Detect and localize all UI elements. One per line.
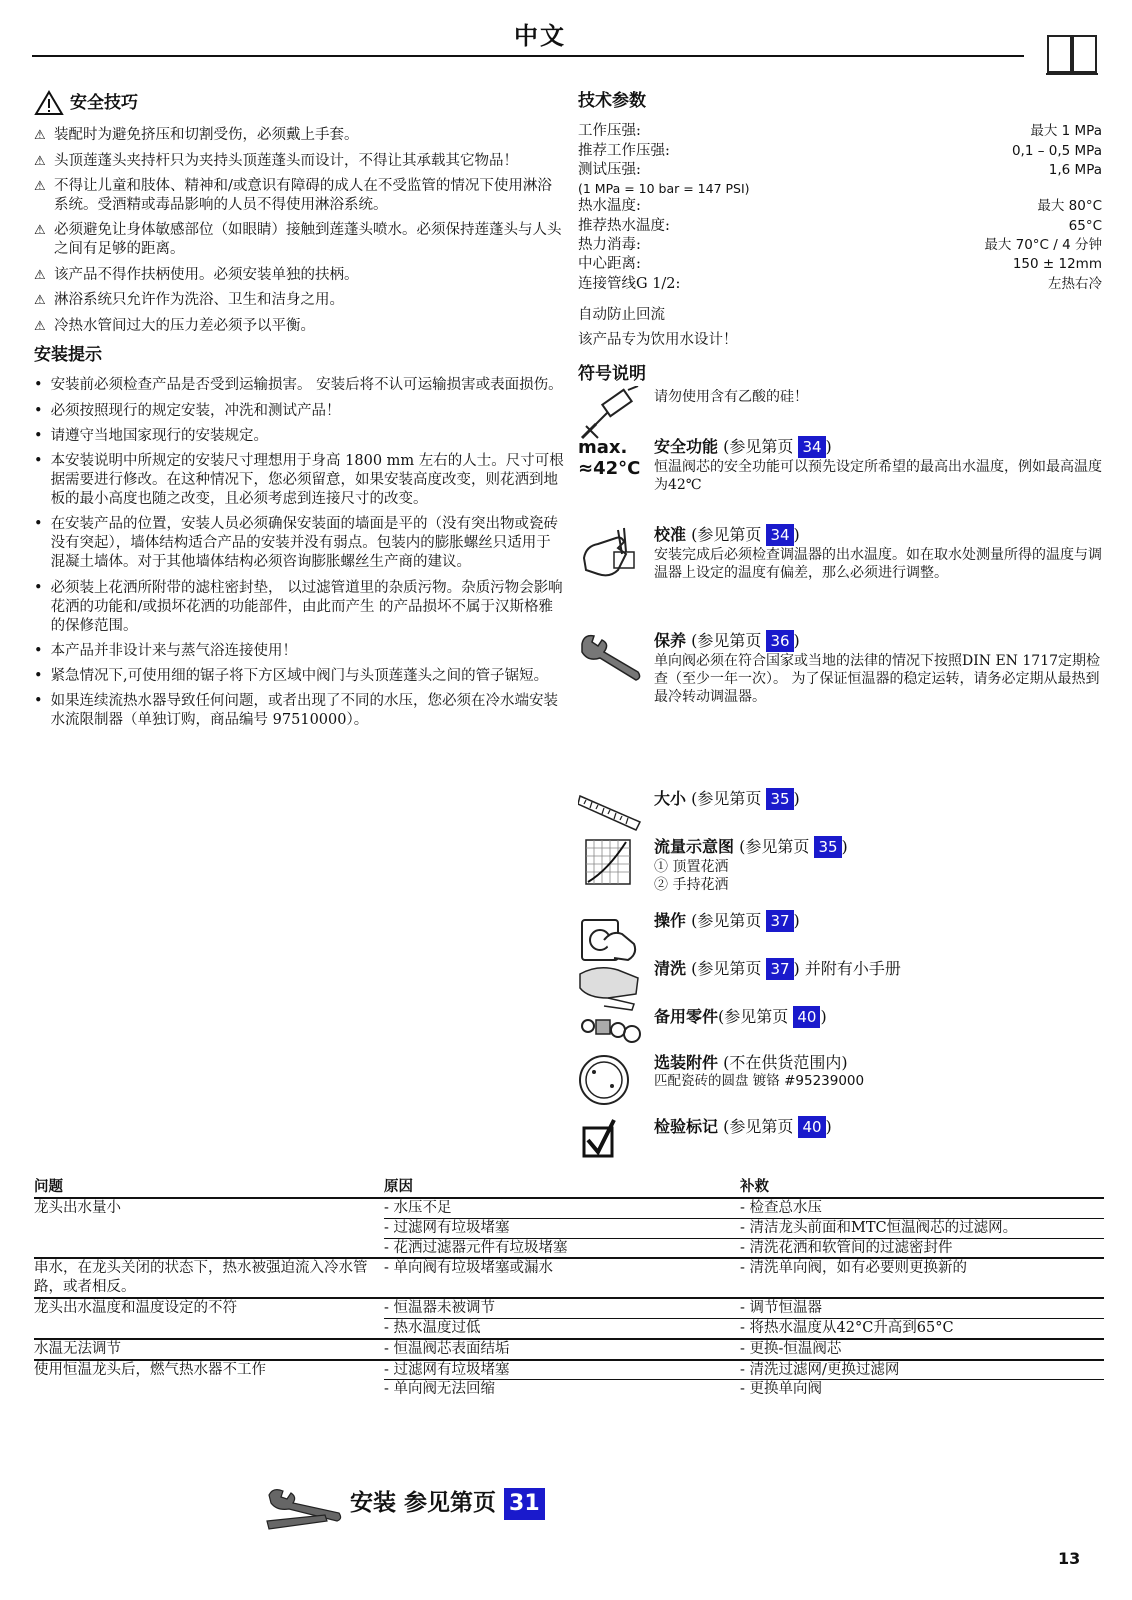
spec-table bbox=[578, 122, 1102, 180]
safety-title: 安全技巧 bbox=[34, 90, 564, 116]
safety-item: ⚠ 不得让儿童和肢体、精神和/或意识有障碍的成人在不受监管的情况下使用淋浴系统。受酒精或毒品影响的人员不得使用淋浴系统。 bbox=[34, 177, 564, 215]
warning-icon: ⚠ bbox=[34, 293, 46, 308]
install-tip-item: • 请遵守当地国家现行的安装规定。 bbox=[34, 427, 564, 446]
footer-install-ref: 安装 参见第页 31 bbox=[350, 1488, 545, 1520]
install-tip-item: • 本产品并非设计来与蒸气浴连接使用！ bbox=[34, 642, 564, 661]
bullet-icon: • bbox=[34, 402, 43, 419]
table-row: - 过滤网有垃圾堵塞 - 清洁龙头前面和MTC恒温阀芯的过滤网。 bbox=[34, 1219, 1104, 1239]
bullet-icon: • bbox=[34, 579, 43, 596]
install-tip-item: • 安装前必须检查产品是否受到运输损害。 安装后将不认可运输损害或表面损伤。 bbox=[34, 376, 564, 395]
bullet-icon: • bbox=[34, 668, 43, 685]
header-rule bbox=[32, 55, 1024, 57]
table-row: - 花洒过滤器元件有垃圾堵塞 - 清洗花洒和软管间的过滤密封件 bbox=[34, 1239, 1104, 1260]
warning-icon bbox=[34, 90, 64, 116]
symbols-title: 符号说明 bbox=[578, 363, 646, 384]
spec-row: 中心距离: 150 ± 12mm bbox=[578, 256, 1102, 273]
install-tip-item: • 如果连续流热水器导致任何问题，或者出现了不同的水压，您必须在冷水端安装水流限制器（单独订购，商品编号 97510000）。 bbox=[34, 692, 564, 730]
safety-item: ⚠ 必须避免让身体敏感部位（如眼睛）接触到莲蓬头喷水。必须保持莲蓬头与人头之间有足够的距离。 bbox=[34, 221, 564, 259]
safety-item: ⚠ 淋浴系统只允许作为洗浴、卫生和洁身之用。 bbox=[34, 291, 564, 311]
warning-icon: ⚠ bbox=[34, 223, 46, 239]
flow-diagram-icon bbox=[578, 836, 644, 896]
install-tip-item: • 必须按照现行的规定安装，冲洗和测试产品！ bbox=[34, 402, 564, 421]
tools-icon bbox=[265, 1485, 345, 1533]
drinking-water-text: 该产品专为饮用水设计！ bbox=[578, 332, 738, 349]
tech-title: 技术参数 bbox=[578, 91, 646, 111]
safety-item: ⚠ 头顶莲蓬头夹持杆只为夹持头顶莲蓬头而设计，不得让其承载其它物品！ bbox=[34, 152, 564, 172]
table-row: - 单向阀无法回缩 - 更换单向阀 bbox=[384, 1381, 823, 1398]
bullet-icon: • bbox=[34, 452, 43, 469]
install-tips-list bbox=[34, 376, 564, 730]
warning-icon: ⚠ bbox=[34, 179, 46, 194]
warning-icon: ⚠ bbox=[34, 153, 46, 169]
install-tip-item: • 紧急情况下,可使用细的锯子将下方区域中阀门与头顶莲蓬头之间的管子锯短。 bbox=[34, 667, 564, 686]
table-row: - 热水温度过低 - 将热水温度从42°C升高到65°C bbox=[34, 1319, 1104, 1340]
spec-table-2 bbox=[578, 197, 1102, 294]
table-header: 问题 原因 补救 bbox=[34, 1178, 1104, 1199]
spec-row: 连接管线G 1/2: 左热右冷 bbox=[578, 275, 1102, 292]
table-row: 水温无法调节 - 恒温阀芯表面结垢 - 更换-恒温阀芯 bbox=[34, 1340, 1104, 1361]
bullet-icon: • bbox=[34, 427, 43, 444]
page-link-35[interactable]: 35 bbox=[766, 788, 793, 810]
left-column bbox=[34, 90, 564, 736]
warning-icon: ⚠ bbox=[34, 267, 46, 283]
page-link-31[interactable]: 31 bbox=[504, 1488, 545, 1520]
spec-row: 推荐工作压强: 0,1 – 0,5 MPa bbox=[578, 142, 1102, 159]
bullet-icon: • bbox=[34, 693, 43, 710]
right-column bbox=[578, 90, 1102, 395]
page-link-37b[interactable]: 37 bbox=[766, 958, 793, 980]
install-tips-title: 安装提示 bbox=[34, 345, 102, 365]
table-row: 串水，在龙头关闭的状态下，热水被强迫流入冷水管路，或者相反。 - 单向阀有垃圾堵塞或漏水 - 清洗单向阀，如有必要则更换新的 bbox=[34, 1259, 1104, 1299]
rosette-disc-icon bbox=[578, 1052, 644, 1112]
max-temp-icon: max. ≈42°C bbox=[578, 437, 641, 479]
page-link-34b[interactable]: 34 bbox=[766, 524, 793, 546]
wrench-icon bbox=[578, 630, 644, 690]
troubleshooting-table bbox=[34, 1178, 1104, 1399]
safety-item: ⚠ 冷热水管间过大的压力差必须予以平衡。 bbox=[34, 317, 564, 337]
warning-icon: ⚠ bbox=[34, 318, 46, 334]
safety-item: ⚠ 该产品不得作扶柄使用。必须安装单独的扶柄。 bbox=[34, 266, 564, 286]
page-link-37[interactable]: 37 bbox=[766, 910, 793, 932]
table-row: 龙头出水量小 - 水压不足 - 检查总水压 bbox=[34, 1199, 1104, 1219]
spec-row: 工作压强: 最大 1 MPa bbox=[578, 123, 1102, 140]
page-link-40b[interactable]: 40 bbox=[798, 1116, 825, 1138]
silicone-gun-icon bbox=[578, 386, 644, 442]
checkbox-icon bbox=[578, 1116, 644, 1176]
backflow-text: 自动防止回流 bbox=[578, 307, 665, 324]
safety-item: ⚠ 装配时为避免挤压和切割受伤，必须戴上手套。 bbox=[34, 126, 564, 146]
page-link-35b[interactable]: 35 bbox=[814, 836, 841, 858]
install-tip-item: • 必须装上花洒所附带的滤柱密封垫， 以过滤管道里的杂质污物。杂质污物会影响花洒的功能和/或损坏花洒的功能部件，由此而产生 的产品损坏不属于汉斯格雅的保修范围。 bbox=[34, 579, 564, 636]
warning-icon: ⚠ bbox=[34, 128, 46, 143]
spec-row: 热水温度: 最大 80°C bbox=[578, 198, 1102, 215]
spec-row: 推荐热水温度: 65°C bbox=[578, 217, 1102, 234]
install-tip-item: • 在安装产品的位置，安装人员必须确保安装面的墙面是平的（没有突出物或瓷砖没有突起），墙体结构适合产品的安装并没有弱点。包装内的膨胀螺丝只适用于混凝土墙体。对于其他墙体结构必须咨询膨胀螺丝生产商的建议。 bbox=[34, 515, 564, 572]
safety-list bbox=[34, 126, 564, 336]
thermometer-hand-icon bbox=[578, 524, 644, 584]
page-number: 13 bbox=[1058, 1549, 1081, 1568]
page-title: 中文 bbox=[514, 21, 566, 50]
page-link-36[interactable]: 36 bbox=[766, 630, 793, 652]
table-row: 龙头出水温度和温度设定的不符 - 恒温器未被调节 - 调节恒温器 bbox=[34, 1299, 1104, 1319]
page-link-40[interactable]: 40 bbox=[793, 1006, 820, 1028]
bullet-icon: • bbox=[34, 377, 43, 394]
table-row: 使用恒温龙头后，燃气热水器不工作 - 过滤网有垃圾堵塞 - 清洗过滤网/更换过滤网 bbox=[34, 1361, 1104, 1381]
page-link-34[interactable]: 34 bbox=[798, 436, 825, 458]
spec-row: 测试压强: 1,6 MPa bbox=[578, 162, 1102, 179]
bullet-icon: • bbox=[34, 642, 43, 659]
book-icon bbox=[1044, 30, 1100, 78]
install-tip-item: • 本安装说明中所规定的安装尺寸理想用于身高 1800 mm 左右的人士。尺寸可根据需要进行修改。在这种情况下，您必须留意，如果安装高度改变，则花洒到地板的最小高度也随之改变，且必须考虑到连接尺寸的改变。 bbox=[34, 452, 564, 509]
spec-row: 热力消毒: 最大 70°C / 4 分钟 bbox=[578, 237, 1102, 254]
spec-note: (1 MPa = 10 bar = 147 PSI) bbox=[578, 180, 750, 196]
bullet-icon: • bbox=[34, 516, 43, 533]
